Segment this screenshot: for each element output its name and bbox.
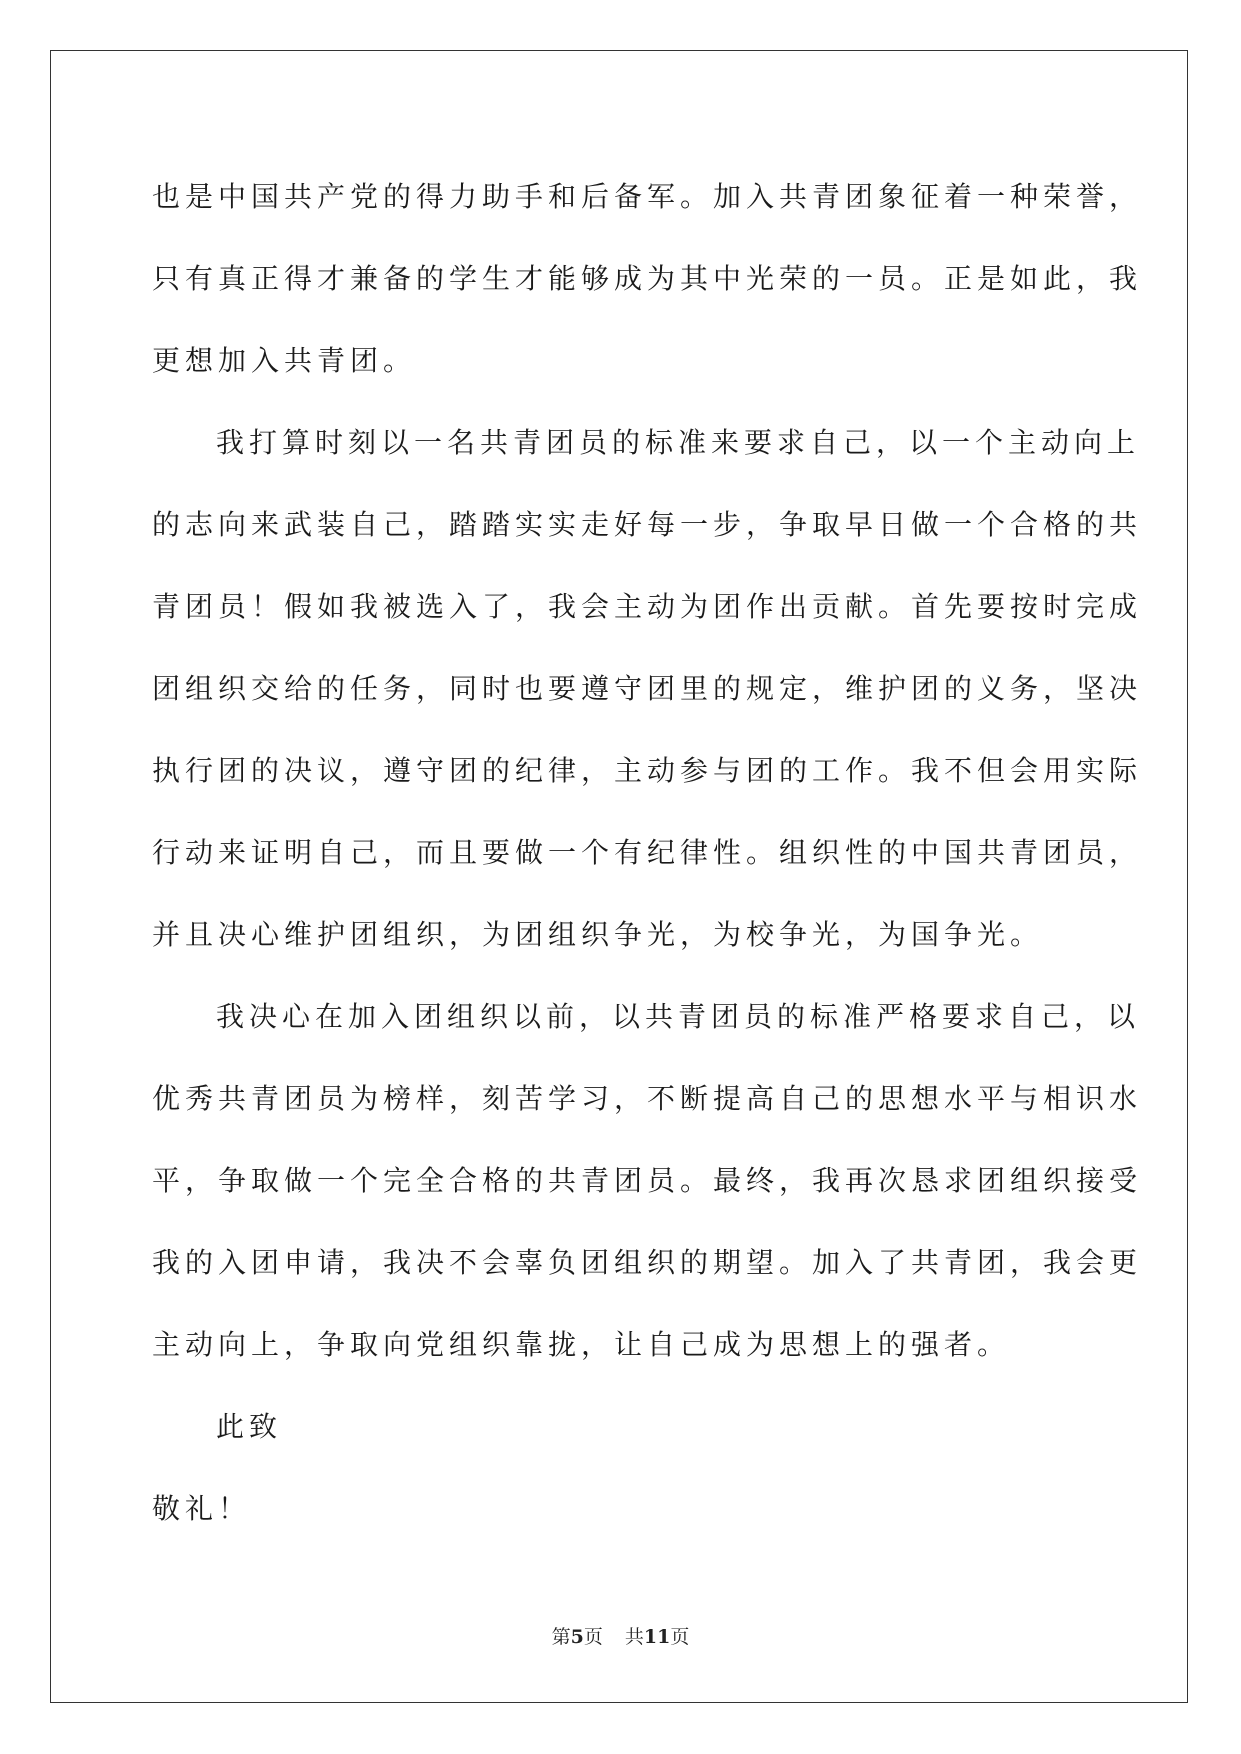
- text-line: 优秀共青团员为榜样，刻苦学习，不断提高自己的思想水平与相识水: [152, 1082, 1143, 1115]
- total-prefix: 共: [624, 1626, 644, 1648]
- text-line: 行动来证明自己，而且要做一个有纪律性。组织性的中国共青团员，: [152, 836, 1143, 869]
- text-line: 主动向上，争取向党组织靠拢，让自己成为思想上的强者。: [152, 1328, 1011, 1361]
- text-line: 我打算时刻以一名共青团员的标准来要求自己，以一个主动向上: [216, 426, 1141, 459]
- total-suffix: 页: [670, 1626, 690, 1648]
- paragraph-3: [152, 976, 1143, 1386]
- text-line: 我决心在加入团组织以前，以共青团员的标准严格要求自己，以: [216, 1000, 1141, 1033]
- page-number: 5: [570, 1626, 584, 1648]
- page-footer: [0, 1622, 1241, 1649]
- paragraph-1: [152, 156, 1143, 402]
- text-line: 更想加入共青团。: [152, 344, 417, 377]
- text-line: 的志向来武装自己，踏踏实实走好每一步，争取早日做一个合格的共: [152, 508, 1143, 541]
- closing-line: 此致: [216, 1410, 283, 1443]
- text-line: 平，争取做一个完全合格的共青团员。最终，我再次恳求团组织接受: [152, 1164, 1143, 1197]
- text-line: 并且决心维护团组织，为团组织争光，为校争光，为国争光。: [152, 918, 1044, 951]
- salutation-line: 敬礼！: [152, 1492, 252, 1525]
- page-prefix: 第: [551, 1626, 571, 1648]
- text-line: 团组织交给的任务，同时也要遵守团里的规定，维护团的义务，坚决: [152, 672, 1143, 705]
- paragraph-2: [152, 402, 1143, 976]
- text-line: 只有真正得才兼备的学生才能够成为其中光荣的一员。正是如此，我: [152, 262, 1143, 295]
- document-body: [152, 156, 1143, 1550]
- text-line: 青团员！假如我被选入了，我会主动为团作出贡献。首先要按时完成: [152, 590, 1143, 623]
- text-line: 我的入团申请，我决不会辜负团组织的期望。加入了共青团，我会更: [152, 1246, 1143, 1279]
- text-line: 也是中国共产党的得力助手和后备军。加入共青团象征着一种荣誉，: [152, 180, 1143, 213]
- total-pages: 11: [643, 1626, 671, 1648]
- page-suffix: 页: [583, 1626, 603, 1648]
- text-line: 执行团的决议，遵守团的纪律，主动参与团的工作。我不但会用实际: [152, 754, 1143, 787]
